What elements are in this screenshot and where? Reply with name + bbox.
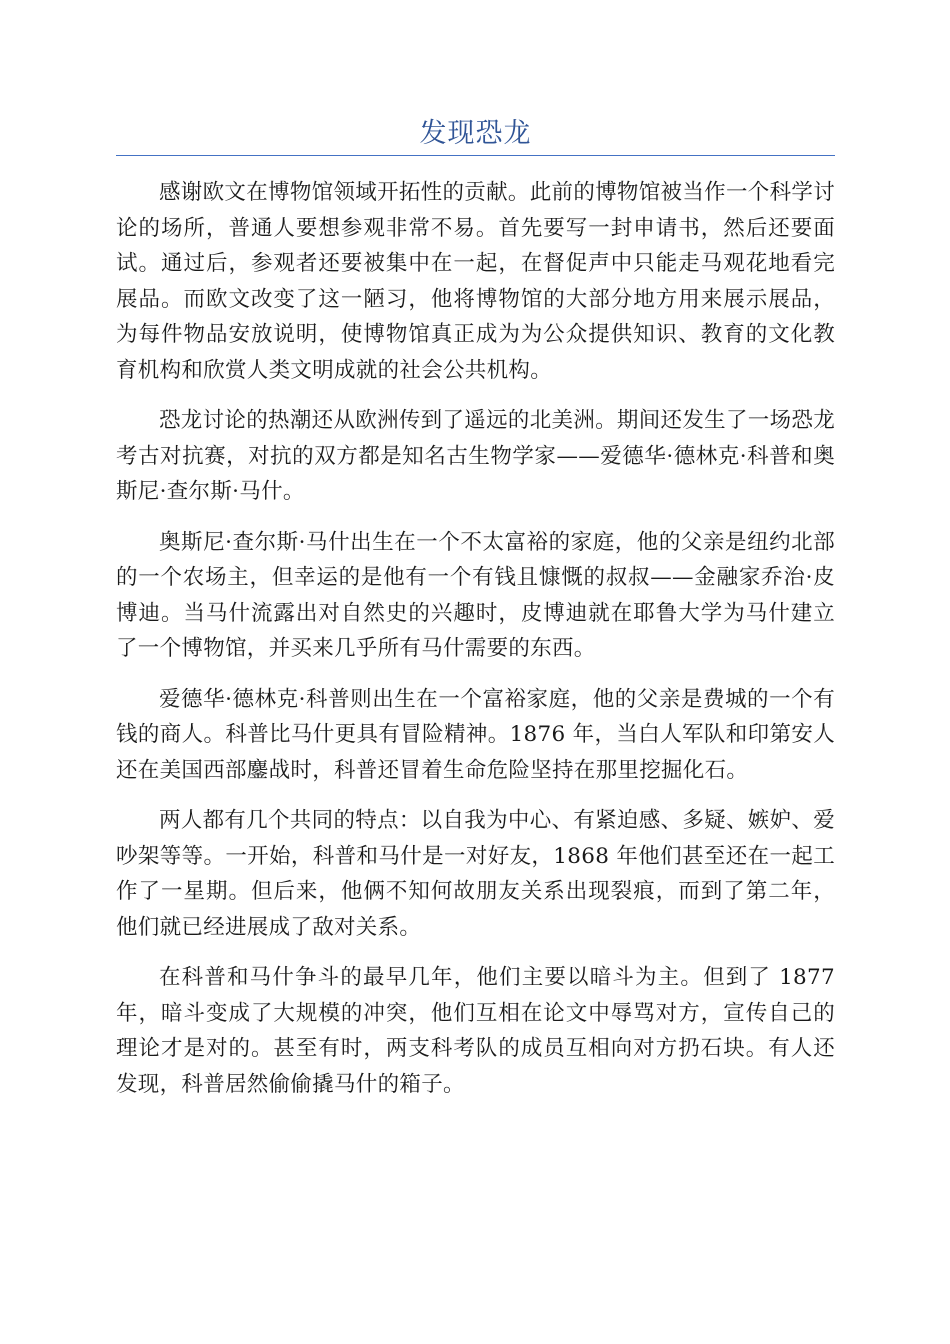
paragraph-6: 在科普和马什争斗的最早几年，他们主要以暗斗为主。但到了 1877 年，暗斗变成了大规模的冲突，他们互相在论文中辱骂对方，宣传自己的理论才是对的。甚至有时，两支科考队的成员互相向对方扔石块。有人还发现，科普居然偷偷撬马什的箱子。: [116, 965, 835, 1097]
paragraph-1: 感谢欧文在博物馆领域开拓性的贡献。此前的博物馆被当作一个科学讨论的场所，普通人要想参观非常不易。首先要写一封申请书，然后还要面试。通过后，参观者还要被集中在一起，在督促声中只能走马观花地看完展品。而欧文改变了这一陋习，他将博物馆的大部分地方用来展示展品，为每件物品安放说明，使博物馆真正成为为公众提供知识、教育的文化教育机构和欣赏人类文明成就的社会公共机构。: [116, 180, 835, 383]
paragraph-3: 奥斯尼·查尔斯·马什出生在一个不太富裕的家庭，他的父亲是纽约北部的一个农场主，但幸运的是他有一个有钱且慷慨的叔叔——金融家乔治·皮博迪。当马什流露出对自然史的兴趣时，皮博迪就在耶鲁大学为马什建立了一个博物馆，并买来几乎所有马什需要的东西。: [116, 529, 835, 661]
paragraph-5: 两人都有几个共同的特点：以自我为中心、有紧迫感、多疑、嫉妒、爱吵架等等。一开始，科普和马什是一对好友，1868 年他们甚至还在一起工作了一星期。但后来，他俩不知何故朋友关系出现裂痕，而到了第二年，他们就已经进展成了敌对关系。: [116, 808, 835, 940]
paragraph-4: 爱德华·德林克·科普则出生在一个富裕家庭，他的父亲是费城的一个有钱的商人。科普比马什更具有冒险精神。1876 年，当白人军队和印第安人还在美国西部鏖战时，科普还冒着生命危险坚持在那里挖掘化石。: [116, 686, 835, 783]
paragraph-2: 恐龙讨论的热潮还从欧洲传到了遥远的北美洲。期间还发生了一场恐龙考古对抗赛，对抗的双方都是知名古生物学家——爱德华·德林克·科普和奥斯尼·查尔斯·马什。: [116, 408, 835, 504]
document-title: 发现恐龙: [419, 118, 532, 149]
document-page: [116, 112, 835, 1117]
